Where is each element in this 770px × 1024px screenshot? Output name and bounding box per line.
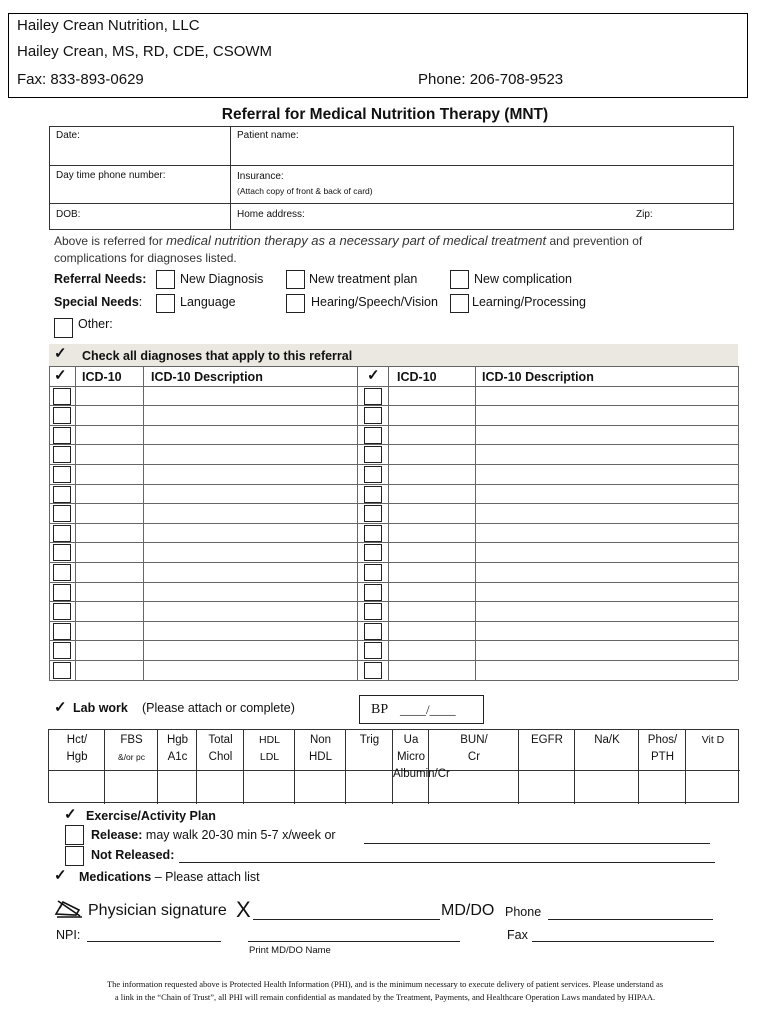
icd-code-cell[interactable] bbox=[76, 485, 142, 503]
icd-description-cell[interactable] bbox=[476, 583, 737, 601]
diagnosis-checkbox-left[interactable] bbox=[53, 427, 71, 444]
icd-code-cell[interactable] bbox=[389, 524, 474, 542]
icd-description-cell[interactable] bbox=[476, 641, 737, 659]
icd-code-cell[interactable] bbox=[389, 387, 474, 405]
diagnosis-checkbox-right[interactable] bbox=[364, 388, 382, 405]
lab-value-cell[interactable] bbox=[296, 771, 345, 803]
lab-column-header bbox=[429, 730, 519, 770]
medications-text: – Please attach list bbox=[151, 870, 260, 884]
lab-column-header bbox=[393, 730, 450, 780]
signature-x-mark: X bbox=[236, 897, 251, 922]
diagnosis-checkbox-left[interactable] bbox=[53, 505, 71, 522]
lab-column-header bbox=[197, 730, 244, 770]
intro-part2: and prevention of bbox=[546, 234, 643, 248]
special-needs-label bbox=[54, 295, 142, 309]
icd-description-cell[interactable] bbox=[144, 485, 356, 503]
lab-value-cell[interactable] bbox=[50, 771, 104, 803]
lab-work-note: (Please attach or complete) bbox=[142, 701, 295, 715]
md-do-label: MD/DO bbox=[441, 902, 495, 919]
icd-code-cell[interactable] bbox=[76, 406, 142, 424]
icd-code-cell[interactable] bbox=[76, 426, 142, 444]
fax-line[interactable] bbox=[532, 941, 714, 942]
lab-column-header bbox=[639, 730, 686, 770]
icd-description-cell[interactable] bbox=[144, 661, 356, 679]
diagnosis-checkbox-left[interactable] bbox=[53, 446, 71, 463]
lab-header-line1: Non bbox=[309, 734, 332, 746]
hipaa-footer bbox=[40, 978, 730, 1004]
lab-header-line2: Cr bbox=[467, 751, 481, 763]
diagnosis-checkbox-left[interactable] bbox=[53, 486, 71, 503]
icd-description-cell[interactable] bbox=[144, 524, 356, 542]
icd-code-cell[interactable] bbox=[389, 426, 474, 444]
page-title: Referral for Medical Nutrition Therapy (MNT) bbox=[221, 106, 549, 123]
print-name-label: Print MD/DO Name bbox=[249, 945, 331, 956]
icd-description-cell[interactable] bbox=[144, 465, 356, 483]
phone-line[interactable] bbox=[548, 919, 713, 920]
hearing-speech-vision-checkbox[interactable] bbox=[286, 294, 305, 313]
lab-header-line1: Trig bbox=[359, 734, 380, 746]
footer-line1: The information requested above is Protected Health Information (PHI), and is the minimum necessary to execute delivery of patient services. Please understand as bbox=[106, 979, 664, 989]
lab-header-line1: FBS bbox=[120, 734, 143, 746]
lab-header-line1: Hct/ bbox=[66, 734, 88, 746]
release-checkbox[interactable] bbox=[65, 825, 84, 845]
special-needs-colon: : bbox=[138, 295, 143, 309]
daytime-phone-field[interactable] bbox=[50, 166, 231, 204]
intro-part1: Above is referred for bbox=[54, 234, 167, 248]
diagnosis-checkbox-right[interactable] bbox=[364, 603, 382, 620]
date-label: Date: bbox=[56, 130, 80, 141]
left-desc-header: ICD-10 Description bbox=[151, 370, 263, 384]
icd-code-cell[interactable] bbox=[389, 641, 474, 659]
lab-column-header bbox=[295, 730, 346, 770]
new-complication-label: New complication bbox=[474, 272, 572, 286]
icd-description-cell[interactable] bbox=[144, 387, 356, 405]
dob-field[interactable] bbox=[50, 204, 231, 230]
diagnosis-checkbox-right[interactable] bbox=[364, 407, 382, 424]
lab-header-line1: Na/K bbox=[594, 734, 620, 746]
language-checkbox[interactable] bbox=[156, 294, 175, 313]
icd-code-cell[interactable] bbox=[76, 602, 142, 620]
lab-header-line2: HDL bbox=[308, 751, 332, 763]
icd-description-cell[interactable] bbox=[476, 406, 737, 424]
diagnosis-checkbox-right[interactable] bbox=[364, 466, 382, 483]
icd-description-cell[interactable] bbox=[144, 583, 356, 601]
provider-name: Hailey Crean, MS, RD, CDE, CSOWM bbox=[17, 43, 273, 60]
left-icd-header: ICD-10 bbox=[82, 370, 122, 384]
right-icd-header: ICD-10 bbox=[397, 370, 437, 384]
diagnosis-checkbox-left[interactable] bbox=[53, 407, 71, 424]
bp-box[interactable] bbox=[359, 695, 484, 724]
referral-needs-label: Referral Needs: bbox=[54, 272, 147, 286]
diagnoses-band-text: Check all diagnoses that apply to this referral bbox=[82, 349, 353, 363]
lab-value-cell[interactable] bbox=[394, 771, 428, 803]
diagnosis-checkbox-left[interactable] bbox=[53, 642, 71, 659]
icd-code-cell[interactable] bbox=[389, 661, 474, 679]
new-treatment-plan-checkbox[interactable] bbox=[286, 270, 305, 289]
exercise-check-icon: ✓ bbox=[64, 806, 77, 823]
icd-description-cell[interactable] bbox=[144, 641, 356, 659]
lab-value-cell[interactable] bbox=[198, 771, 243, 803]
icd-description-cell[interactable] bbox=[144, 445, 356, 463]
icd-code-cell[interactable] bbox=[76, 583, 142, 601]
not-released-line[interactable] bbox=[179, 862, 715, 863]
home-address-label: Home address: bbox=[237, 209, 305, 220]
new-diagnosis-checkbox[interactable] bbox=[156, 270, 175, 289]
lab-header-line2: LDL bbox=[259, 751, 280, 763]
medications-row bbox=[79, 870, 260, 884]
diagnosis-checkbox-right[interactable] bbox=[364, 642, 382, 659]
physician-signature-label: Physician signature bbox=[88, 902, 227, 919]
diagnoses-column-line bbox=[738, 366, 739, 680]
lab-table bbox=[48, 729, 739, 803]
lab-column-header bbox=[519, 730, 575, 770]
lab-header-line1: Total bbox=[208, 734, 233, 746]
new-complication-checkbox[interactable] bbox=[450, 270, 469, 289]
patient-name-field[interactable] bbox=[231, 127, 734, 166]
icd-description-cell[interactable] bbox=[144, 602, 356, 620]
lab-value-cell[interactable] bbox=[430, 771, 518, 803]
print-name-line[interactable] bbox=[248, 941, 460, 942]
fax-label: Fax bbox=[507, 928, 528, 942]
company-name: Hailey Crean Nutrition, LLC bbox=[17, 17, 200, 34]
diagnosis-checkbox-left[interactable] bbox=[53, 564, 71, 581]
npi-label: NPI: bbox=[56, 928, 81, 942]
icd-description-cell[interactable] bbox=[476, 661, 737, 679]
lab-value-cell[interactable] bbox=[106, 771, 157, 803]
icd-code-cell[interactable] bbox=[76, 563, 142, 581]
diagnoses-column-line bbox=[49, 366, 50, 680]
icd-code-cell[interactable] bbox=[389, 465, 474, 483]
lab-value-cell[interactable] bbox=[245, 771, 294, 803]
icd-code-cell[interactable] bbox=[76, 387, 142, 405]
diagnosis-checkbox-right[interactable] bbox=[364, 662, 382, 679]
icd-code-cell[interactable] bbox=[76, 504, 142, 522]
intro-paragraph bbox=[54, 232, 734, 267]
zip-label: Zip: bbox=[636, 209, 653, 220]
diagnoses-row-line bbox=[49, 680, 738, 681]
lab-header-line2: Hgb bbox=[66, 751, 88, 763]
icd-description-cell[interactable] bbox=[144, 622, 356, 640]
lab-column-header bbox=[686, 730, 740, 770]
phone-label: Phone bbox=[505, 905, 542, 919]
other-checkbox[interactable] bbox=[54, 318, 73, 338]
pen-signature-icon bbox=[54, 898, 84, 918]
fax-number: Fax: 833-893-0629 bbox=[17, 71, 144, 88]
icd-code-cell[interactable] bbox=[76, 524, 142, 542]
icd-code-cell[interactable] bbox=[76, 445, 142, 463]
lab-header-line1: EGFR bbox=[531, 734, 563, 746]
phone-number: Phone: 206-708-9523 bbox=[418, 71, 564, 88]
icd-code-cell[interactable] bbox=[389, 445, 474, 463]
not-released-label: Not Released: bbox=[91, 848, 175, 862]
lab-header-line1: Phos/ bbox=[647, 734, 678, 746]
diagnoses-row-line bbox=[49, 366, 738, 367]
diagnosis-checkbox-left[interactable] bbox=[53, 662, 71, 679]
lab-column-header bbox=[158, 730, 197, 770]
icd-description-cell[interactable] bbox=[476, 426, 737, 444]
icd-code-cell[interactable] bbox=[389, 622, 474, 640]
new-treatment-plan-label: New treatment plan bbox=[309, 272, 418, 286]
lab-column-header bbox=[575, 730, 639, 770]
insurance-label: Insurance: bbox=[237, 171, 284, 182]
lab-value-cell[interactable] bbox=[576, 771, 638, 803]
diagnosis-checkbox-left[interactable] bbox=[53, 584, 71, 601]
other-label: Other: bbox=[78, 317, 113, 331]
intro-line2: complications for diagnoses listed. bbox=[54, 251, 237, 265]
release-line[interactable] bbox=[364, 843, 710, 844]
diagnosis-checkbox-left[interactable] bbox=[53, 623, 71, 640]
icd-description-cell[interactable] bbox=[476, 485, 737, 503]
icd-description-cell[interactable] bbox=[476, 465, 737, 483]
learning-processing-checkbox[interactable] bbox=[450, 294, 469, 313]
left-check-icon: ✓ bbox=[54, 367, 67, 384]
diagnosis-checkbox-left[interactable] bbox=[53, 388, 71, 405]
diagnosis-checkbox-left[interactable] bbox=[53, 466, 71, 483]
medications-check-icon: ✓ bbox=[54, 867, 67, 884]
icd-description-cell[interactable] bbox=[144, 406, 356, 424]
icd-code-cell[interactable] bbox=[389, 602, 474, 620]
lab-header-line1: BUN/ bbox=[460, 734, 488, 746]
diagnosis-checkbox-right[interactable] bbox=[364, 486, 382, 503]
icd-code-cell[interactable] bbox=[389, 406, 474, 424]
right-check-icon: ✓ bbox=[367, 367, 380, 384]
diagnosis-checkbox-left[interactable] bbox=[53, 525, 71, 542]
not-released-checkbox[interactable] bbox=[65, 846, 84, 866]
lab-header-line1: Vit D bbox=[701, 734, 725, 746]
diagnosis-checkbox-right[interactable] bbox=[364, 623, 382, 640]
icd-description-cell[interactable] bbox=[144, 504, 356, 522]
icd-code-cell[interactable] bbox=[76, 661, 142, 679]
bp-blank: ____/____ bbox=[400, 702, 456, 717]
lab-column-header bbox=[346, 730, 393, 770]
lab-check-icon: ✓ bbox=[54, 699, 67, 716]
icd-code-cell[interactable] bbox=[389, 543, 474, 561]
daytime-phone-label: Day time phone number: bbox=[56, 170, 166, 181]
lab-column-header bbox=[105, 730, 158, 770]
band-check-icon: ✓ bbox=[54, 345, 67, 362]
diagnosis-checkbox-left[interactable] bbox=[53, 544, 71, 561]
icd-description-cell[interactable] bbox=[476, 602, 737, 620]
icd-code-cell[interactable] bbox=[389, 504, 474, 522]
lab-value-cell[interactable] bbox=[520, 771, 574, 803]
lab-value-cell[interactable] bbox=[159, 771, 196, 803]
lab-value-cell[interactable] bbox=[347, 771, 392, 803]
lab-header-line2: &/or pc bbox=[118, 752, 145, 762]
right-desc-header: ICD-10 Description bbox=[482, 370, 594, 384]
lab-header-line2: PTH bbox=[651, 751, 674, 763]
icd-description-cell[interactable] bbox=[144, 563, 356, 581]
new-diagnosis-label: New Diagnosis bbox=[180, 272, 264, 286]
npi-line[interactable] bbox=[87, 941, 221, 942]
icd-code-cell[interactable] bbox=[76, 641, 142, 659]
icd-description-cell[interactable] bbox=[476, 622, 737, 640]
insurance-field[interactable] bbox=[231, 166, 734, 204]
insurance-note: (Attach copy of front & back of card) bbox=[237, 186, 373, 196]
lab-header-line1: Hgb bbox=[166, 734, 189, 746]
diagnosis-checkbox-right[interactable] bbox=[364, 427, 382, 444]
medications-label: Medications bbox=[79, 870, 152, 884]
icd-code-cell[interactable] bbox=[389, 563, 474, 581]
bp-label: BP bbox=[371, 702, 389, 717]
hearing-speech-vision-label: Hearing/Speech/Vision bbox=[311, 295, 438, 309]
intro-italic: medical nutrition therapy as a necessary part of medical treatment bbox=[166, 233, 547, 248]
lab-header-line1: HDL bbox=[258, 734, 280, 746]
diagnosis-checkbox-right[interactable] bbox=[364, 505, 382, 522]
release-text: may walk 20-30 min 5-7 x/week or bbox=[145, 828, 336, 842]
icd-code-cell[interactable] bbox=[389, 485, 474, 503]
special-needs-text: Special Needs bbox=[54, 295, 139, 309]
icd-description-cell[interactable] bbox=[476, 387, 737, 405]
diagnosis-checkbox-right[interactable] bbox=[364, 544, 382, 561]
lab-column-header bbox=[244, 730, 295, 770]
lab-work-label: Lab work bbox=[73, 701, 128, 715]
patient-name-label: Patient name: bbox=[237, 130, 299, 141]
icd-description-cell[interactable] bbox=[476, 504, 737, 522]
lab-header-line2: Albumin/Cr bbox=[393, 768, 450, 780]
diagnosis-checkbox-left[interactable] bbox=[53, 603, 71, 620]
signature-line[interactable] bbox=[253, 919, 440, 920]
icd-code-cell[interactable] bbox=[389, 583, 474, 601]
lab-column-header bbox=[49, 730, 105, 770]
date-field[interactable] bbox=[50, 127, 231, 166]
diagnosis-checkbox-right[interactable] bbox=[364, 446, 382, 463]
diagnoses-column-line bbox=[357, 366, 358, 680]
icd-code-cell[interactable] bbox=[76, 465, 142, 483]
footer-line2: a link in the “Chain of Trust”, all PHI will remain confidential as mandated by the Treatment, Payments, and Healthcare Operation Laws mandated by HIPAA. bbox=[114, 992, 656, 1002]
lab-value-cell[interactable] bbox=[640, 771, 685, 803]
dob-label: DOB: bbox=[56, 209, 81, 220]
home-address-field[interactable] bbox=[231, 204, 734, 230]
diagnosis-checkbox-right[interactable] bbox=[364, 584, 382, 601]
icd-code-cell[interactable] bbox=[76, 543, 142, 561]
diagnosis-checkbox-right[interactable] bbox=[364, 564, 382, 581]
patient-info-table bbox=[49, 126, 734, 230]
lab-value-cell[interactable] bbox=[687, 771, 739, 803]
icd-description-cell[interactable] bbox=[144, 543, 356, 561]
icd-description-cell[interactable] bbox=[144, 426, 356, 444]
exercise-label: Exercise/Activity Plan bbox=[86, 809, 216, 823]
lab-header-line2: A1c bbox=[167, 751, 188, 763]
icd-description-cell[interactable] bbox=[476, 563, 737, 581]
release-label: Release: bbox=[91, 828, 143, 842]
release-row bbox=[91, 828, 336, 842]
diagnosis-checkbox-right[interactable] bbox=[364, 525, 382, 542]
lab-header-line1: Ua Micro bbox=[396, 734, 426, 763]
icd-code-cell[interactable] bbox=[76, 622, 142, 640]
icd-description-cell[interactable] bbox=[476, 524, 737, 542]
icd-description-cell[interactable] bbox=[476, 445, 737, 463]
learning-processing-label: Learning/Processing bbox=[472, 295, 586, 309]
language-label: Language bbox=[180, 295, 236, 309]
icd-description-cell[interactable] bbox=[476, 543, 737, 561]
lab-header-line2: Chol bbox=[208, 751, 233, 763]
